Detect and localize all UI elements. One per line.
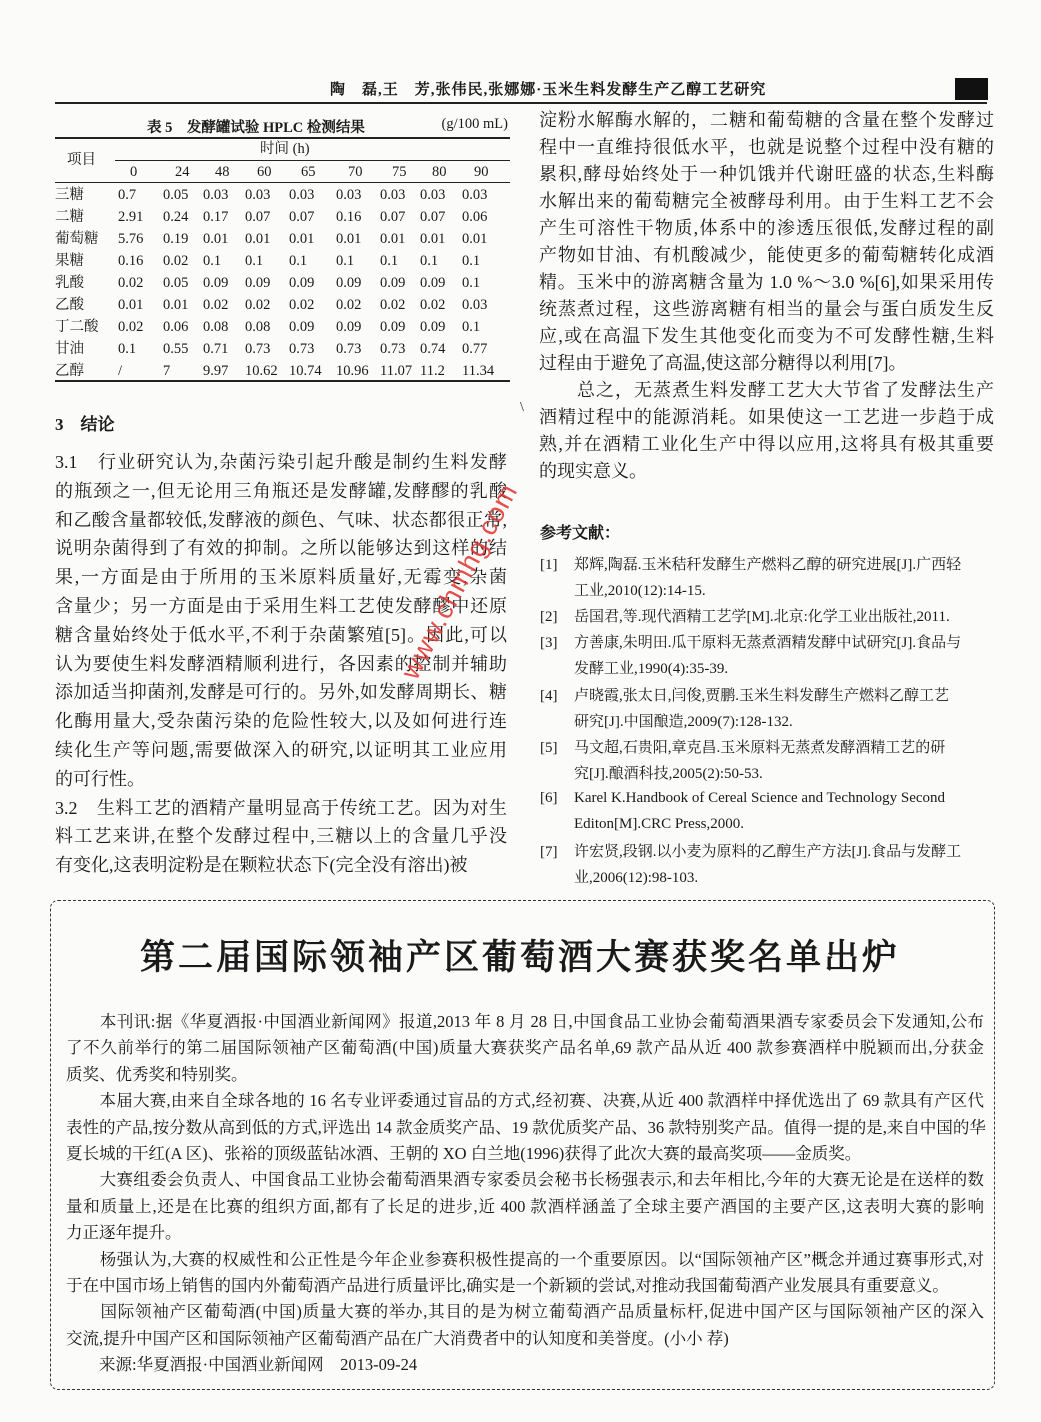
news-line: 本届大赛,由来自全球各地的 16 名专业评委通过盲品的方式,经初赛、决赛,从近 400 款酒样中择优选出了 69 款具有产区代 <box>66 1091 985 1111</box>
reference-line: 方善康,朱明田.瓜干原料无蒸煮酒精发酵中试研究[J].食品与 <box>574 635 962 651</box>
table-cell: 11.07 <box>380 363 413 379</box>
table-cell: 0.09 <box>245 275 271 291</box>
reference-line: Editon[M].CRC Press,2000. <box>574 816 745 832</box>
table-cell: 10.62 <box>245 363 278 379</box>
row-label: 葡萄糖 <box>55 231 99 247</box>
reference-line: Karel K.Handbook of Cereal Science and Technology Second <box>574 790 946 806</box>
table-cell: 0.02 <box>203 297 229 313</box>
column-header: 0 <box>130 164 138 180</box>
row-label: 乳酸 <box>55 275 84 291</box>
table-cell: 0.05 <box>163 187 189 203</box>
table-cell: 10.96 <box>336 363 369 379</box>
reference-line: 许宏贤,段钢.以小麦为原料的乙醇生产方法[J].食品与发酵工 <box>574 844 962 860</box>
table-unit: (g/100 mL) <box>441 116 508 132</box>
table-cell: 0.02 <box>420 297 446 313</box>
table-cell: 0.71 <box>203 341 229 357</box>
table-cell: 0.01 <box>336 231 362 247</box>
news-title: 第二届国际领袖产区葡萄酒大赛获奖名单出炉 <box>139 938 900 977</box>
table-cell: / <box>118 363 123 379</box>
column-header: 80 <box>432 164 447 180</box>
table-cell: 0.73 <box>245 341 271 357</box>
text-line: 化酶用量大,受杂菌污染的危险性较大,以及如何进行连 <box>55 711 507 732</box>
table-cell: 0.02 <box>163 253 189 269</box>
reference-number: [7] <box>540 844 558 860</box>
table-cell: 0.08 <box>203 319 229 335</box>
table-cell: 2.91 <box>118 209 144 225</box>
table-cell: 0.03 <box>245 187 271 203</box>
table-cell: 0.19 <box>163 231 189 247</box>
reference-line: 岳国君,等.现代酒精工艺学[M].北京:化学工业出版社,2011. <box>574 609 950 625</box>
table-cell: 0.1 <box>462 275 481 291</box>
table-cell: 0.09 <box>289 319 315 335</box>
news-line: 交流,提升中国产区和国际领袖产区葡萄酒产品在广大消费者中的认知度和美誉度。(小小 荐) <box>66 1328 729 1348</box>
text-line: 应,或在高温下发生其他变化而变为不可发酵性糖,生料 <box>539 326 994 346</box>
row-label: 乙醇 <box>55 363 84 379</box>
reference-line: 马文超,石贵阳,章克昌.玉米原料无蒸煮发酵酒精工艺的研 <box>574 740 946 756</box>
table-cell: 0.1 <box>462 319 481 335</box>
table-cell: 0.09 <box>203 275 229 291</box>
text-line: 总之，无蒸煮生料发酵工艺大大节省了发酵法生产 <box>539 380 994 400</box>
text-line: 添加适当抑菌剂,发酵是可行的。另外,如发酵周期长、糖 <box>55 682 507 703</box>
column-header: 65 <box>301 164 316 180</box>
time-header: 时间 (h) <box>260 141 310 157</box>
text-line: 续化生产等问题,需要做深入的研究,以证明其工业应用 <box>55 740 507 760</box>
news-line: 来源:华夏酒报·中国酒业新闻网 2013-09-24 <box>66 1355 418 1375</box>
news-line: 于在中国市场上销售的国内外葡萄酒产品进行质量评比,确实是一个新颖的尝试,对推动我国葡萄酒产业发展具有重要意义。 <box>66 1276 949 1295</box>
table-cell: 0.08 <box>245 319 271 335</box>
table-cell: 0.1 <box>245 253 264 269</box>
table-cell: 0.01 <box>420 231 446 247</box>
table-cell: 0.1 <box>462 253 481 269</box>
table-cell: 0.09 <box>289 275 315 291</box>
table-cell: 7 <box>163 363 171 379</box>
news-line: 力正逐年提升。 <box>66 1223 182 1243</box>
text-line: 淀粉水解酶水解的，二糖和葡萄糖的含量在整个发酵过 <box>539 110 994 130</box>
table-cell: 0.73 <box>336 341 362 357</box>
text-line: 程中一直维持很低水平，也就是说整个过程中没有糖的 <box>539 137 994 157</box>
row-label: 丁二酸 <box>55 319 99 335</box>
table-cell: 0.06 <box>163 319 189 335</box>
reference-line: 卢晓霞,张太日,闫俊,贾鹏.玉米生料发酵生产燃料乙醇工艺 <box>574 688 950 704</box>
reference-number: [4] <box>540 688 558 704</box>
table-cell: 0.02 <box>118 319 144 335</box>
row-label: 二糖 <box>55 209 84 225</box>
text-line: 认为要使生料发酵酒精顺利进行，各因素的控制并辅助 <box>55 653 507 674</box>
table-cell: 0.16 <box>118 253 144 269</box>
table-cell: 0.03 <box>462 297 488 313</box>
text-line: 精。玉米中的游离糖含量为 1.0 %～3.0 %[6],如果采用传 <box>539 272 994 292</box>
reference-number: [2] <box>540 609 558 625</box>
row-header-label: 项目 <box>67 152 96 168</box>
table-cell: 0.1 <box>289 253 308 269</box>
text-line: 糖含量始终处于低水平,不利于杂菌繁殖[5]。因此,可以 <box>55 624 507 645</box>
watermark: www.chmhg.com <box>395 478 524 685</box>
table-cell: 5.76 <box>118 231 144 247</box>
table-cell: 0.1 <box>118 341 137 357</box>
table-cell: 0.77 <box>462 341 488 357</box>
table-cell: 10.74 <box>289 363 322 379</box>
column-header: 60 <box>257 164 272 180</box>
table-cell: 0.03 <box>462 187 488 203</box>
table-cell: 0.01 <box>118 297 144 313</box>
table-title: 表 5 发酵罐试验 HPLC 检测结果 <box>147 120 365 136</box>
table-cell: 0.16 <box>336 209 362 225</box>
news-line: 表性的产品,按分数从高到低的方式,评选出 14 款金质奖产品、19 款优质奖产品、36 款特别奖产品。值得一提的是,来自中国的华 <box>66 1117 986 1137</box>
reference-line: 工业,2010(12):14-15. <box>574 583 706 599</box>
table-cell: 0.17 <box>203 209 229 225</box>
table-cell: 0.1 <box>336 253 355 269</box>
table-cell: 0.09 <box>420 275 446 291</box>
table-cell: 0.07 <box>289 209 315 225</box>
table-cell: 0.09 <box>380 275 406 291</box>
news-line: 了不久前举行的第二届国际领袖产区葡萄酒(中国)质量大赛获奖产品名单,69 款产品从近 400 款参赛酒样中脱颖而出,分获金 <box>66 1038 984 1058</box>
table-cell: 0.01 <box>245 231 271 247</box>
news-line: 杨强认为,大赛的权威性和公正性是今年企业参赛积极性提高的一个重要原因。以“国际领袖产区”概念并通过赛事形式,对 <box>66 1249 984 1269</box>
reference-line: 研究[J].中国酿造,2009(7):128-132. <box>574 714 793 730</box>
table-cell: 0.07 <box>245 209 271 225</box>
text-line: 产物如甘油、有机酸减少，能使更多的葡萄糖转化成酒 <box>539 245 994 265</box>
table-cell: 0.01 <box>203 231 229 247</box>
text-line: 累积,酵母始终处于一种饥饿并代谢旺盛的状态,生料酶 <box>539 164 994 184</box>
table-cell: 0.73 <box>289 341 315 357</box>
table-cell: 0.7 <box>118 187 137 203</box>
reference-number: [6] <box>540 790 558 806</box>
table-cell: 0.09 <box>380 319 406 335</box>
text-line: 料工艺来讲,在整个发酵过程中,三糖以上的含量几乎没 <box>55 826 507 847</box>
table-cell: 0.03 <box>380 187 406 203</box>
table-cell: 11.34 <box>462 363 495 379</box>
reference-number: [1] <box>540 557 558 573</box>
column-header: 48 <box>215 164 230 180</box>
row-label: 果糖 <box>55 253 84 269</box>
reference-number: [3] <box>540 635 558 651</box>
text-line: 3.1 行业研究认为,杂菌污染引起升酸是制约生料发酵 <box>55 452 507 472</box>
table-cell: 0.01 <box>289 231 315 247</box>
table-cell: 0.07 <box>420 209 446 225</box>
table-cell: 0.06 <box>462 209 488 225</box>
table-cell: 0.03 <box>203 187 229 203</box>
news-line: 国际领袖产区葡萄酒(中国)质量大赛的举办,其目的是为树立葡萄酒产品质量标杆,促进中国产区与国际领袖产区的深入 <box>66 1302 984 1322</box>
news-line: 量和质量上,还是在比赛的组织方面,都有了长足的进步,近 400 款酒样涵盖了全球主要产酒国的主要产区,这表明大赛的影响 <box>66 1196 984 1216</box>
reference-line: 发酵工业,1990(4):35-39. <box>574 661 729 677</box>
column-header: 90 <box>474 164 489 180</box>
table-cell: 11.2 <box>420 363 445 379</box>
table-cell: 0.01 <box>462 231 488 247</box>
table-cell: 0.07 <box>380 209 406 225</box>
section-heading: 3 结论 <box>55 415 115 434</box>
row-label: 乙酸 <box>55 297 84 313</box>
news-line: 大赛组委会负责人、中国食品工业协会葡萄酒果酒专家委员会秘书长杨强表示,和去年相比,今年的大赛无论是在送样的数 <box>66 1170 984 1190</box>
table-cell: 0.1 <box>420 253 439 269</box>
column-header: 24 <box>175 164 190 180</box>
row-label: 甘油 <box>55 341 84 357</box>
text-line: 酒精过程中的能源消耗。如果使这一工艺进一步趋于成 <box>539 407 994 427</box>
references-heading: 参考文献： <box>540 525 621 542</box>
page-number-block <box>955 78 988 100</box>
table-cell: 0.01 <box>163 297 189 313</box>
text-line: 果,一方面是由于所用的玉米原料质量好,无霉变,杂菌 <box>55 567 507 588</box>
reference-line: 郑辉,陶磊.玉米秸秆发酵生产燃料乙醇的研究进展[J].广西轻 <box>574 557 962 573</box>
reference-line: 究[J].酿酒科技,2005(2):50-53. <box>574 766 763 782</box>
news-line: 夏长城的干红(A 区)、张裕的顶级蓝钻冰酒、王朝的 XO 白兰地(1996)获得了此次大赛的最高奖项——金质奖。 <box>66 1144 862 1163</box>
table-cell: 0.05 <box>163 275 189 291</box>
table-cell: 0.02 <box>118 275 144 291</box>
stray-mark: \ <box>520 400 524 415</box>
table-cell: 9.97 <box>203 363 229 379</box>
news-line: 质奖、优秀奖和特别奖。 <box>66 1064 248 1084</box>
text-line: 的可行性。 <box>55 768 145 789</box>
table-cell: 0.73 <box>380 341 406 357</box>
table-cell: 0.09 <box>336 275 362 291</box>
reference-number: [5] <box>540 740 558 756</box>
text-line: 的现实意义。 <box>539 461 647 481</box>
table-cell: 0.01 <box>380 231 406 247</box>
text-line: 统蒸煮过程，这些游离糖有相当的量会与蛋白质发生反 <box>539 299 994 319</box>
table-cell: 0.55 <box>163 341 189 357</box>
table-cell: 0.02 <box>380 297 406 313</box>
text-line: 产生可溶性干物质,体系中的渗透压很低,发酵过程的副 <box>539 218 994 238</box>
table-cell: 0.03 <box>420 187 446 203</box>
table-caption <box>55 116 510 136</box>
reference-line: 业,2006(12):98-103. <box>574 870 699 886</box>
text-line: 水解出来的葡萄糖完全被酵母利用。由于生料工艺不会 <box>539 191 994 211</box>
table-cell: 0.02 <box>336 297 362 313</box>
text-line: 含量少；另一方面是由于采用生料工艺使发酵醪中还原 <box>55 596 507 616</box>
text-line: 3.2 生料工艺的酒精产量明显高于传统工艺。因为对生 <box>55 797 507 818</box>
table-cell: 0.02 <box>245 297 271 313</box>
text-line: 过程由于避免了高温,使这部分糖得以利用[7]。 <box>539 353 907 373</box>
text-line: 说明杂菌得到了有效的抑制。之所以能够达到这样的结 <box>55 538 507 559</box>
text-line: 和乙酸含量都较低,发酵液的颜色、气味、状态都很正常, <box>55 509 507 530</box>
text-line: 熟,并在酒精工业化生产中得以应用,这将具有极其重要 <box>539 434 994 454</box>
table-cell: 0.1 <box>203 253 222 269</box>
table-cell: 0.03 <box>336 187 362 203</box>
row-label: 三糖 <box>55 187 84 203</box>
running-header: 陶 磊,王 芳,张伟民,张娜娜·玉米生料发酵生产乙醇工艺研究 <box>330 82 767 98</box>
header-rule <box>55 102 987 104</box>
text-line: 有变化,这表明淀粉是在颗粒状态下(完全没有溶出)被 <box>55 855 468 876</box>
table-cell: 0.1 <box>380 253 399 269</box>
table-cell: 0.24 <box>163 209 189 225</box>
table-cell: 0.03 <box>289 187 315 203</box>
table-cell: 0.09 <box>420 319 446 335</box>
table-cell: 0.74 <box>420 341 446 357</box>
column-header: 70 <box>348 164 363 180</box>
table-cell: 0.09 <box>336 319 362 335</box>
column-header: 75 <box>392 164 407 180</box>
news-line: 本刊讯:据《华夏酒报·中国酒业新闻网》报道,2013 年 8 月 28 日,中国食品工业协会葡萄酒果酒专家委员会下发通知,公布 <box>66 1012 984 1031</box>
table-cell: 0.02 <box>289 297 315 313</box>
text-line: 的瓶颈之一,但无论用三角瓶还是发酵罐,发酵醪的乳酸 <box>55 480 507 501</box>
